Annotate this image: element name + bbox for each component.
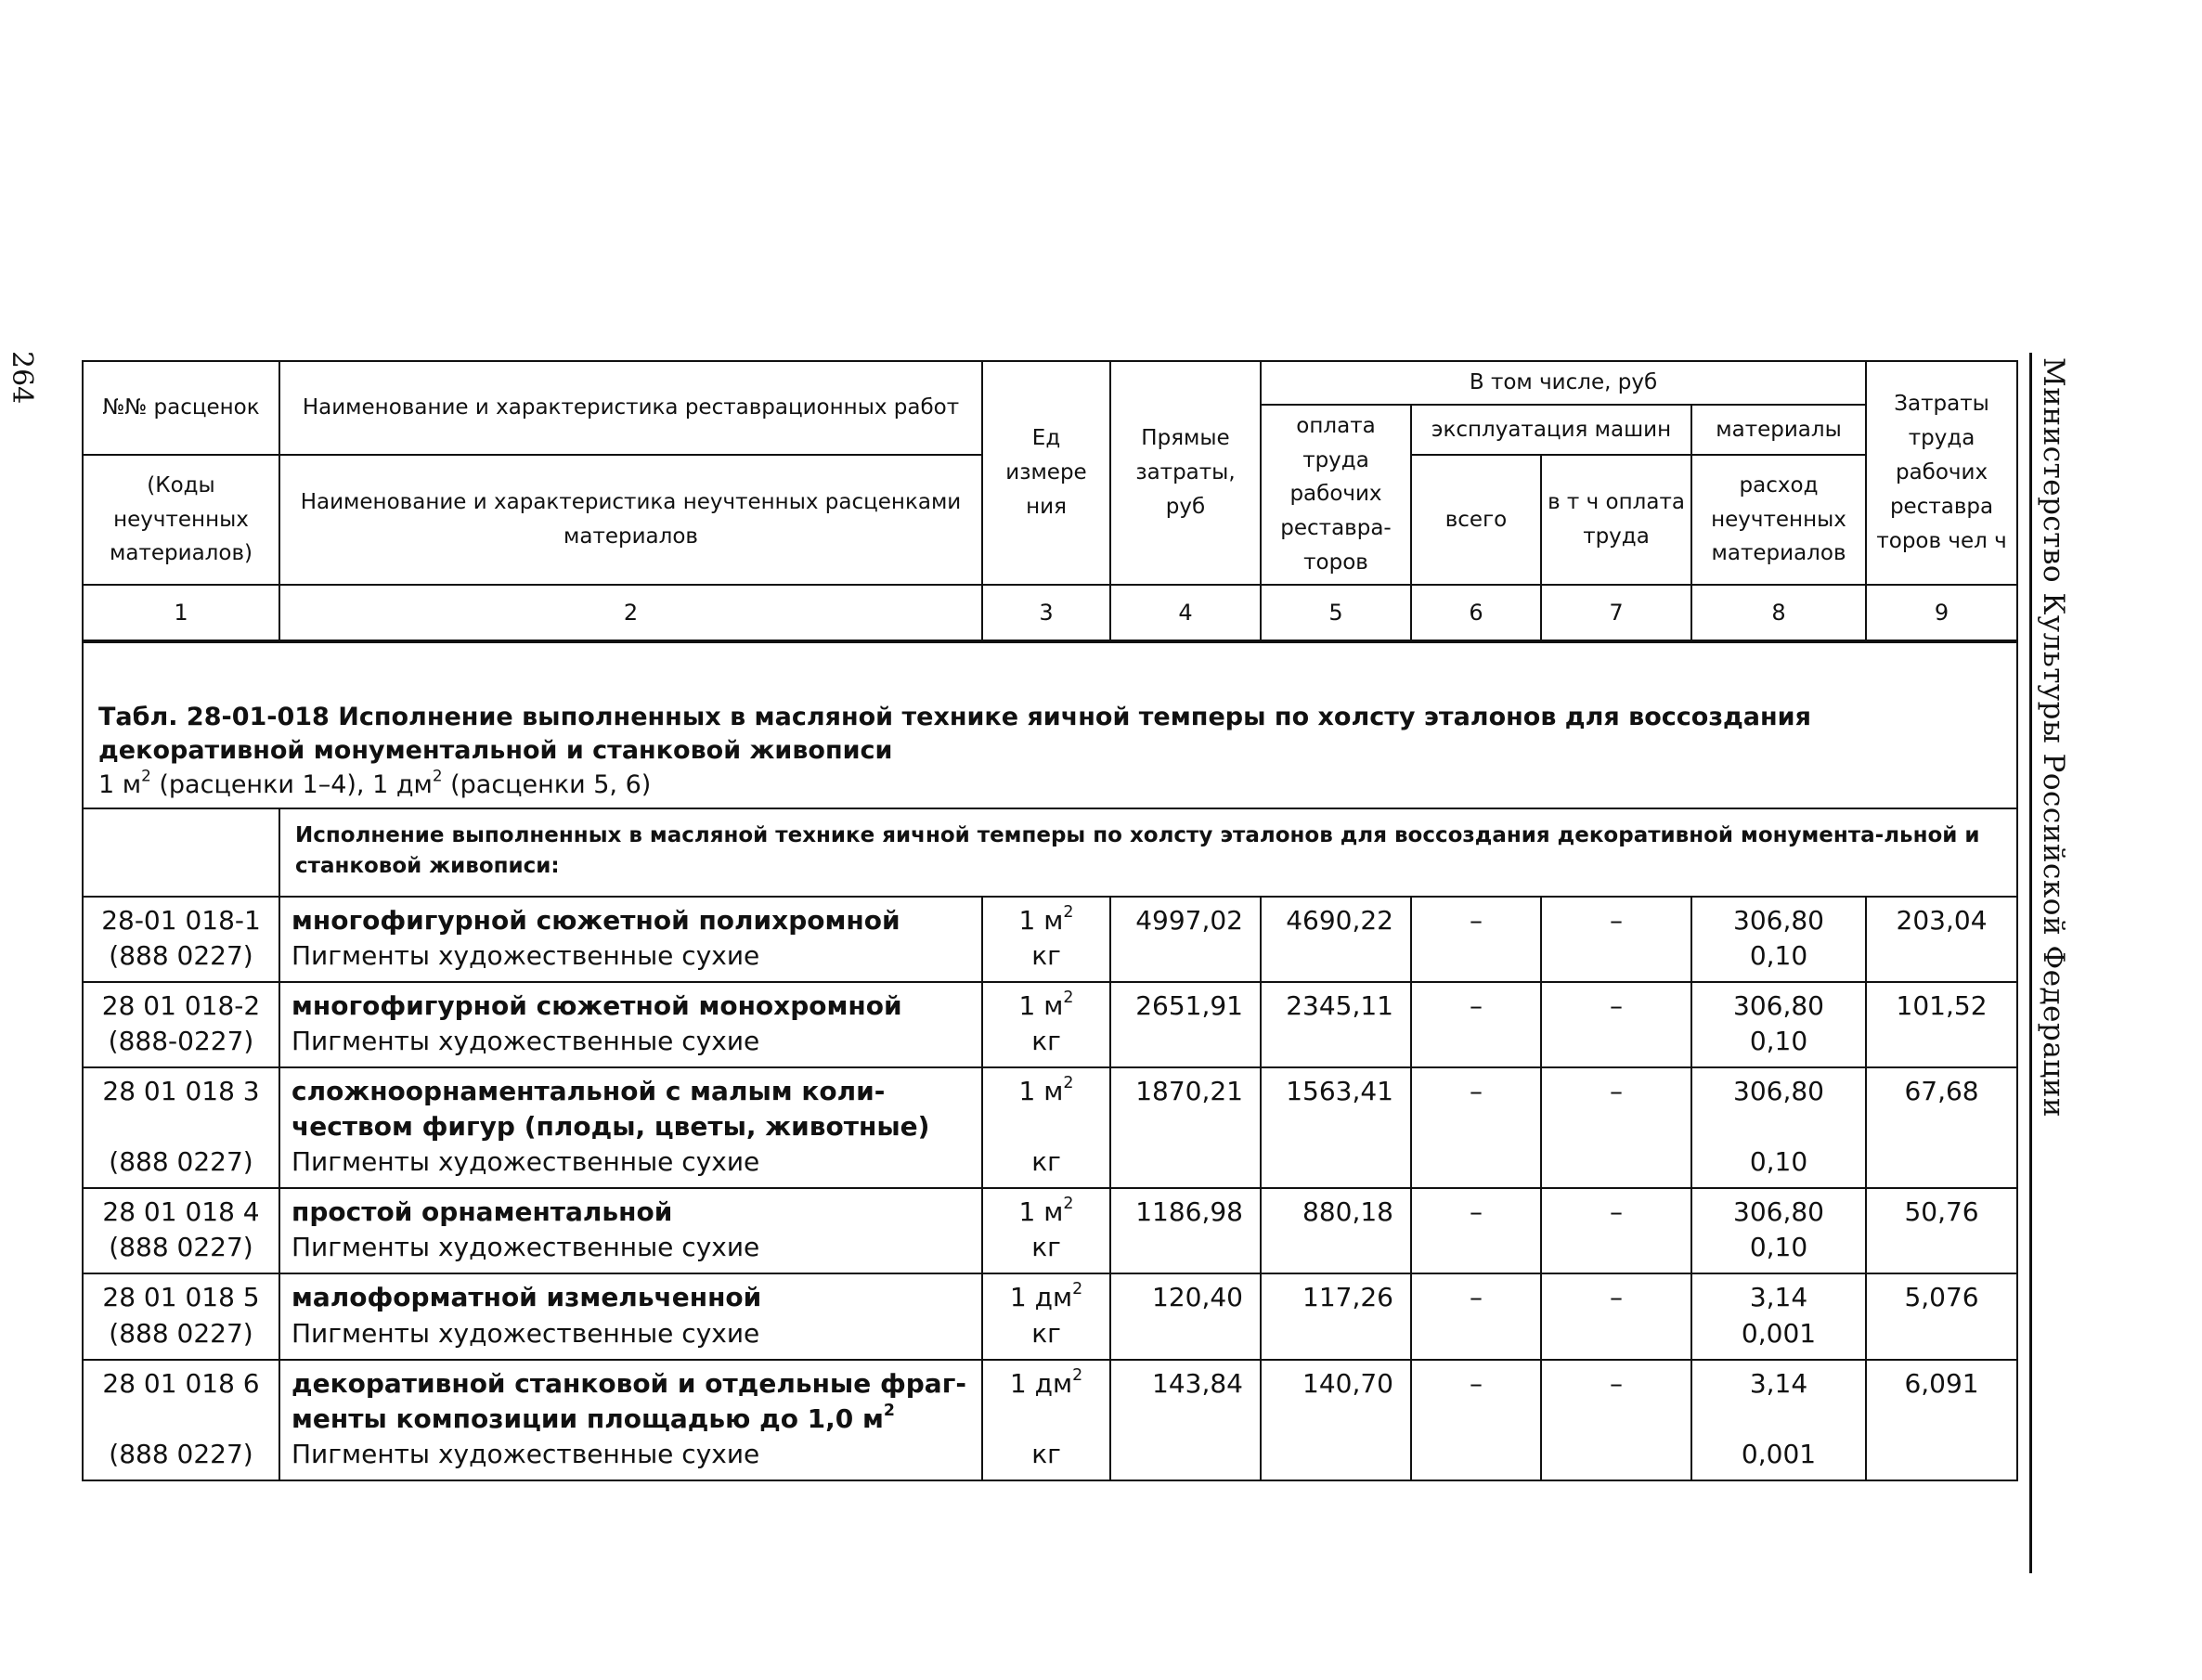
header-rate-codes: №№ расценок bbox=[83, 361, 279, 455]
caption-units bbox=[98, 766, 2001, 802]
material-name: Пигменты художественные сухие bbox=[291, 1232, 760, 1263]
material-unit: кг bbox=[1031, 1438, 1061, 1469]
machines-total: – bbox=[1411, 1273, 1541, 1359]
machines-total: – bbox=[1411, 897, 1541, 982]
labor-hours: 67,68 bbox=[1866, 1067, 2017, 1188]
header-material-consumption: расход неучтенных материалов bbox=[1691, 455, 1866, 585]
work-unit bbox=[994, 1195, 1098, 1230]
material-unit: кг bbox=[1031, 1026, 1061, 1057]
rates-table bbox=[82, 360, 2018, 1481]
work-name-cell bbox=[279, 982, 982, 1067]
column-number: 8 bbox=[1691, 585, 1866, 641]
table-row bbox=[83, 1360, 2017, 1480]
direct-costs: 143,84 bbox=[1110, 1360, 1261, 1480]
table-row bbox=[83, 982, 2017, 1067]
machines-labor: – bbox=[1541, 1360, 1691, 1480]
material-name: Пигменты художественные сухие bbox=[291, 1317, 760, 1349]
restorers-pay: 4690,22 bbox=[1261, 897, 1411, 982]
material-name: Пигменты художественные сухие bbox=[291, 1438, 760, 1469]
work-name: многофигурной сюжетной полихромной bbox=[291, 904, 900, 936]
caption-units-b: (расценки 1–4), 1 дм bbox=[150, 769, 433, 799]
work-name bbox=[291, 1366, 970, 1437]
restorers-pay: 140,70 bbox=[1261, 1360, 1411, 1480]
work-unit bbox=[994, 1074, 1098, 1109]
material-code: (888 0227) bbox=[109, 939, 253, 971]
rate-code-cell bbox=[83, 1067, 279, 1188]
column-number: 6 bbox=[1411, 585, 1541, 641]
header-direct-costs: Прямые затраты, руб bbox=[1110, 361, 1261, 585]
intro-empty-cell bbox=[83, 808, 279, 897]
header-row-1 bbox=[83, 361, 2017, 405]
materials-cell bbox=[1691, 1273, 1866, 1359]
unit-cell bbox=[982, 1188, 1110, 1273]
labor-hours: 50,76 bbox=[1866, 1188, 2017, 1273]
work-unit bbox=[994, 1280, 1098, 1315]
work-unit-sup: 2 bbox=[1072, 1365, 1083, 1385]
material-name: Пигменты художественные сухие bbox=[291, 1026, 760, 1057]
table-row bbox=[83, 1188, 2017, 1273]
header-material-name: Наименование и характеристика неучтенных расценками материалов bbox=[279, 455, 982, 585]
unit-cell bbox=[982, 1360, 1110, 1480]
work-unit-sup: 2 bbox=[1063, 1195, 1074, 1214]
column-number: 2 bbox=[279, 585, 982, 641]
rate-code-cell bbox=[83, 1360, 279, 1480]
rate-code-cell bbox=[83, 1188, 279, 1273]
materials-cost: 3,14 bbox=[1749, 1282, 1808, 1313]
machines-total: – bbox=[1411, 1360, 1541, 1480]
material-name: Пигменты художественные сухие bbox=[291, 1146, 760, 1178]
work-unit-sup: 2 bbox=[1063, 902, 1074, 922]
direct-costs: 4997,02 bbox=[1110, 897, 1261, 982]
section-intro-row bbox=[83, 808, 2017, 897]
unit-gap bbox=[994, 1402, 1098, 1437]
machines-labor: – bbox=[1541, 1273, 1691, 1359]
rate-code: 28 01 018 4 bbox=[102, 1196, 260, 1228]
direct-costs: 1870,21 bbox=[1110, 1067, 1261, 1188]
restorers-pay: 1563,41 bbox=[1261, 1067, 1411, 1188]
material-unit: кг bbox=[1031, 939, 1061, 971]
machines-total: – bbox=[1411, 1067, 1541, 1188]
unit-cell bbox=[982, 1273, 1110, 1359]
work-unit-text: 1 м bbox=[1018, 1196, 1064, 1228]
caption-units-b-sup: 2 bbox=[432, 766, 443, 785]
work-unit-text: 1 м bbox=[1018, 904, 1064, 936]
header-materials: материалы bbox=[1691, 405, 1866, 455]
table-row bbox=[83, 1273, 2017, 1359]
header-restorers-pay: оплата труда рабочих реставра-торов bbox=[1261, 405, 1411, 585]
caption-cell bbox=[83, 695, 2017, 808]
material-code: (888-0227) bbox=[108, 1026, 254, 1057]
work-unit-text: 1 дм bbox=[1009, 1367, 1073, 1399]
work-unit-sup: 2 bbox=[1063, 1074, 1074, 1093]
caption-units-c: (расценки 5, 6) bbox=[442, 769, 652, 799]
material-consumption: 0,001 bbox=[1741, 1438, 1817, 1469]
running-head-rule bbox=[2029, 353, 2032, 1573]
materials-cell bbox=[1691, 897, 1866, 982]
materials-cell bbox=[1691, 1067, 1866, 1188]
unit-cell bbox=[982, 982, 1110, 1067]
column-number: 5 bbox=[1261, 585, 1411, 641]
rate-code-cell bbox=[83, 982, 279, 1067]
materials-cost: 306,80 bbox=[1733, 1076, 1824, 1107]
work-unit bbox=[994, 903, 1098, 938]
material-unit: кг bbox=[1031, 1232, 1061, 1263]
materials-gap bbox=[1703, 1109, 1854, 1144]
rate-code: 28 01 018-2 bbox=[101, 989, 261, 1021]
running-head: Министерство Культуры Российской Федерации bbox=[2037, 357, 2070, 1118]
direct-costs: 120,40 bbox=[1110, 1273, 1261, 1359]
materials-cell bbox=[1691, 1188, 1866, 1273]
materials-cell bbox=[1691, 1360, 1866, 1480]
labor-hours: 101,52 bbox=[1866, 982, 2017, 1067]
rate-code-cell bbox=[83, 1273, 279, 1359]
materials-cost: 306,80 bbox=[1733, 1196, 1824, 1228]
caption-units-a-sup: 2 bbox=[141, 766, 151, 785]
column-number: 7 bbox=[1541, 585, 1691, 641]
code-gap bbox=[89, 1109, 273, 1144]
material-code: (888 0227) bbox=[109, 1317, 253, 1349]
restorers-pay: 117,26 bbox=[1261, 1273, 1411, 1359]
header-labor-hours: Затраты труда рабочих реставра торов чел ч bbox=[1866, 361, 2017, 585]
direct-costs: 1186,98 bbox=[1110, 1188, 1261, 1273]
materials-cost: 3,14 bbox=[1749, 1367, 1808, 1399]
work-name: простой орнаментальной bbox=[291, 1196, 673, 1228]
work-name-text: декоративной станковой и отдельные фраг-менты композиции площадью до 1,0 м bbox=[291, 1367, 966, 1434]
material-consumption: 0,10 bbox=[1749, 1232, 1808, 1263]
work-unit-text: 1 м bbox=[1018, 1076, 1064, 1107]
work-name-cell bbox=[279, 1188, 982, 1273]
work-name: многофигурной сюжетной монохромной bbox=[291, 989, 902, 1021]
machines-total: – bbox=[1411, 1188, 1541, 1273]
work-name-sup: 2 bbox=[883, 1401, 896, 1420]
header-unit: Ед измере ния bbox=[982, 361, 1110, 585]
work-unit-text: 1 м bbox=[1018, 989, 1064, 1021]
table-row bbox=[83, 897, 2017, 982]
rate-code: 28 01 018 3 bbox=[102, 1076, 260, 1107]
header-including-group: В том числе, руб bbox=[1261, 361, 1866, 405]
material-consumption: 0,10 bbox=[1749, 1026, 1808, 1057]
unit-gap bbox=[994, 1109, 1098, 1144]
column-number: 3 bbox=[982, 585, 1110, 641]
restorers-pay: 2345,11 bbox=[1261, 982, 1411, 1067]
caption-spacer bbox=[83, 641, 2017, 695]
work-unit-sup: 2 bbox=[1063, 988, 1074, 1007]
unit-cell bbox=[982, 1067, 1110, 1188]
materials-gap bbox=[1703, 1402, 1854, 1437]
machines-labor: – bbox=[1541, 1067, 1691, 1188]
direct-costs: 2651,91 bbox=[1110, 982, 1261, 1067]
rate-code: 28 01 018 5 bbox=[102, 1282, 260, 1313]
material-code: (888 0227) bbox=[109, 1438, 253, 1469]
work-name-cell bbox=[279, 1067, 982, 1188]
caption-units-a: 1 м bbox=[98, 769, 142, 799]
header-work-name: Наименование и характеристика реставрационных работ bbox=[279, 361, 982, 455]
work-unit-sup: 2 bbox=[1072, 1280, 1083, 1299]
table-row bbox=[83, 1067, 2017, 1188]
code-gap bbox=[89, 1402, 273, 1437]
material-consumption: 0,001 bbox=[1741, 1317, 1817, 1349]
header-machines-labor: в т ч оплата труда bbox=[1541, 455, 1691, 585]
machines-labor: – bbox=[1541, 982, 1691, 1067]
material-code: (888 0227) bbox=[109, 1146, 253, 1178]
column-numbers-row bbox=[83, 585, 2017, 641]
column-number: 1 bbox=[83, 585, 279, 641]
machines-labor: – bbox=[1541, 897, 1691, 982]
labor-hours: 5,076 bbox=[1866, 1273, 2017, 1359]
rate-code: 28-01 018-1 bbox=[101, 904, 261, 936]
work-name-cell bbox=[279, 1273, 982, 1359]
material-consumption: 0,10 bbox=[1749, 939, 1808, 971]
machines-labor: – bbox=[1541, 1188, 1691, 1273]
material-name: Пигменты художественные сухие bbox=[291, 939, 760, 971]
labor-hours: 6,091 bbox=[1866, 1360, 2017, 1480]
spacer-cell bbox=[83, 641, 2017, 695]
material-unit: кг bbox=[1031, 1317, 1061, 1349]
page-number: 264 bbox=[6, 351, 38, 405]
work-name: малоформатной измельченной bbox=[291, 1282, 762, 1313]
work-name-cell bbox=[279, 1360, 982, 1480]
header-machines: эксплуатация машин bbox=[1411, 405, 1691, 455]
restorers-pay: 880,18 bbox=[1261, 1188, 1411, 1273]
material-code: (888 0227) bbox=[109, 1232, 253, 1263]
section-intro-text: Исполнение выполненных в масляной технике яичной темперы по холсту эталонов для воссоздания декоративной монумента-льной и станковой живописи: bbox=[279, 808, 2017, 897]
column-number: 4 bbox=[1110, 585, 1261, 641]
table-caption bbox=[83, 695, 2017, 808]
rate-code-cell bbox=[83, 897, 279, 982]
header-material-codes: (Коды неучтенных материалов) bbox=[83, 455, 279, 585]
work-unit bbox=[994, 989, 1098, 1024]
labor-hours: 203,04 bbox=[1866, 897, 2017, 982]
caption-title: Табл. 28-01-018 Исполнение выполненных в масляной технике яичной темперы по холсту эталонов для воссоздания декоративной монументальной и станковой живописи bbox=[98, 702, 1811, 766]
rate-code: 28 01 018 6 bbox=[102, 1367, 260, 1399]
unit-cell bbox=[982, 897, 1110, 982]
work-unit-text: 1 дм bbox=[1009, 1282, 1073, 1313]
machines-total: – bbox=[1411, 982, 1541, 1067]
materials-cost: 306,80 bbox=[1733, 904, 1824, 936]
materials-cost: 306,80 bbox=[1733, 989, 1824, 1021]
materials-cell bbox=[1691, 982, 1866, 1067]
material-consumption: 0,10 bbox=[1749, 1146, 1808, 1178]
work-unit bbox=[994, 1366, 1098, 1402]
material-unit: кг bbox=[1031, 1146, 1061, 1178]
header-machines-total: всего bbox=[1411, 455, 1541, 585]
work-name-cell bbox=[279, 897, 982, 982]
column-number: 9 bbox=[1866, 585, 2017, 641]
work-name: сложноорнаментальной с малым коли-чеством фигур (плоды, цветы, животные) bbox=[291, 1076, 930, 1143]
